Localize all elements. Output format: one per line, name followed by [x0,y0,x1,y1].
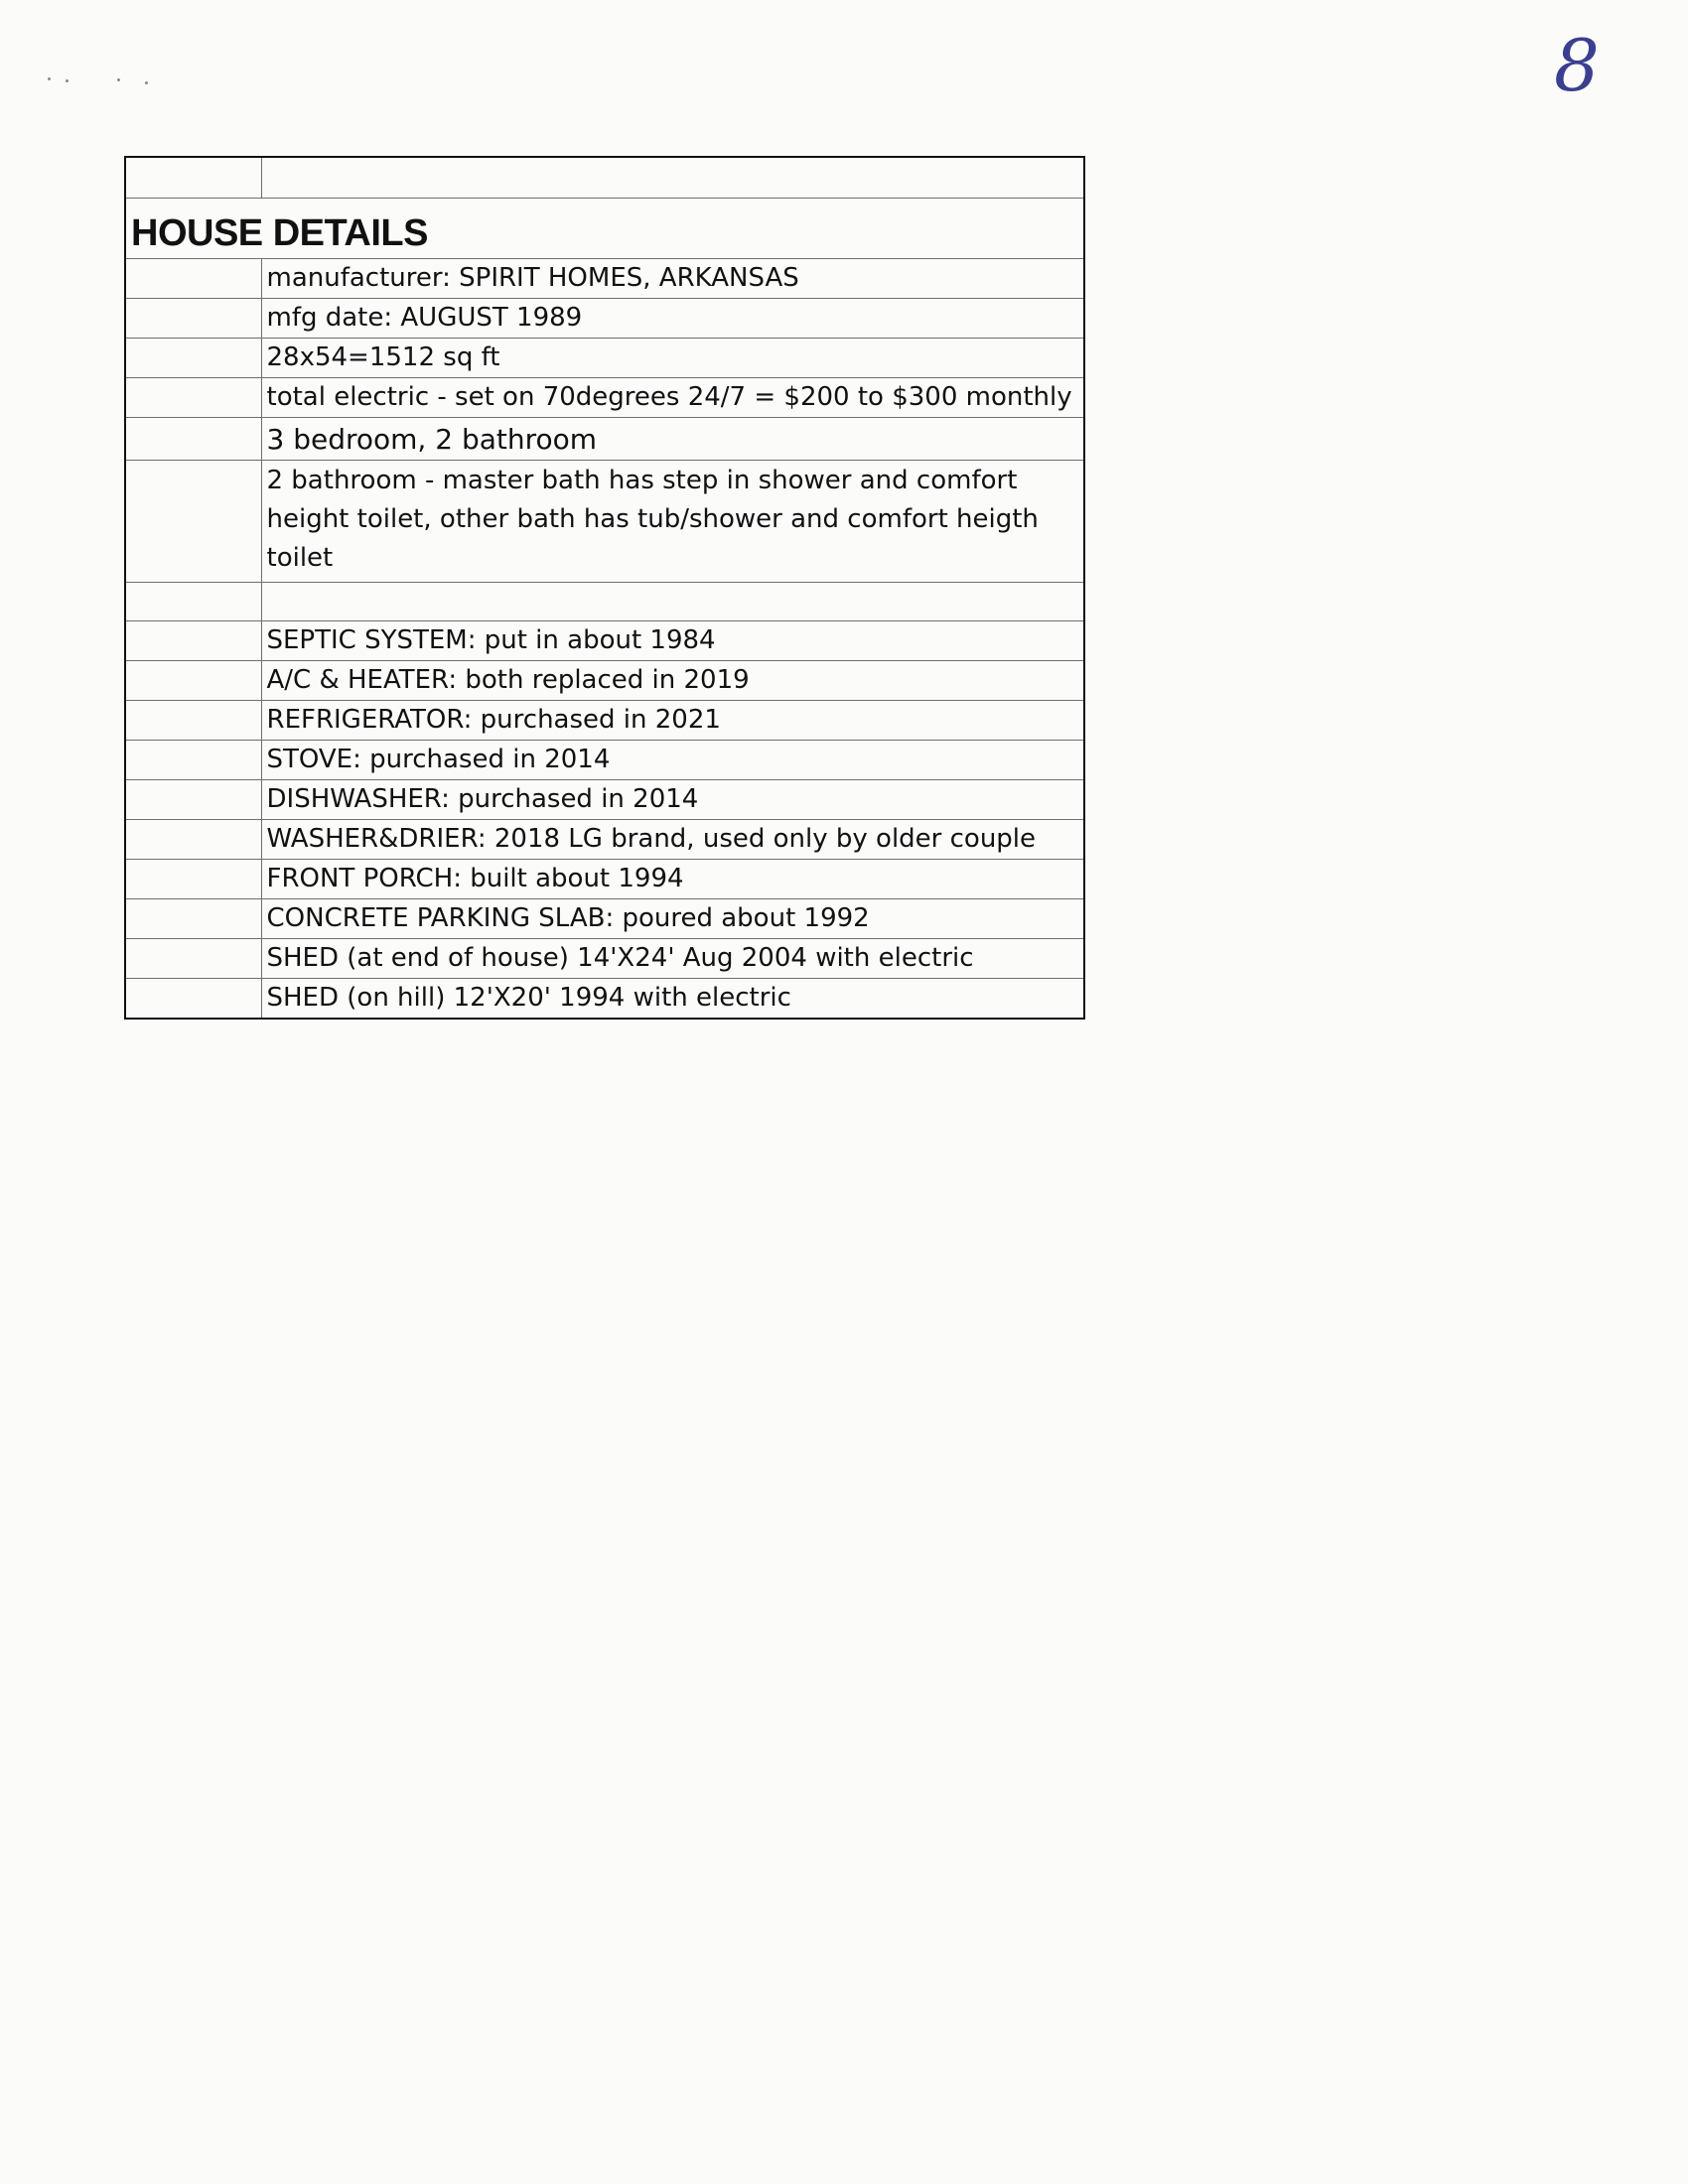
detail-cell: CONCRETE PARKING SLAB: poured about 1992 [261,899,1084,939]
detail-cell: WASHER&DRIER: 2018 LG brand, used only by older couple [261,820,1084,860]
table-cell [125,820,261,860]
detail-cell: 28x54=1512 sq ft [261,339,1084,378]
table-row [125,741,1084,780]
table-row [125,461,1084,583]
detail-cell: SHED (at end of house) 14'X24' Aug 2004 with electric [261,939,1084,979]
detail-cell: 2 bathroom - master bath has step in shower and comfort height toilet, other bath has tub/shower and comfort heigth toilet [261,461,1084,583]
table-row [125,157,1084,199]
table-row [125,979,1084,1020]
house-details-table [124,156,1085,1020]
table-row [125,339,1084,378]
table-cell [125,259,261,299]
scan-speck [145,81,148,84]
detail-cell: SHED (on hill) 12'X20' 1994 with electric [261,979,1084,1020]
table-cell [125,299,261,339]
table-row [125,378,1084,418]
table-cell [125,661,261,701]
table-heading-cell [125,199,1084,259]
table-row [125,259,1084,299]
table-cell [125,378,261,418]
table-cell [125,339,261,378]
table-row [125,661,1084,701]
table-cell [125,157,261,199]
table-cell [125,979,261,1020]
table-cell [125,583,261,621]
table-row [125,860,1084,899]
detail-cell: A/C & HEATER: both replaced in 2019 [261,661,1084,701]
table-row [125,621,1084,661]
detail-cell: DISHWASHER: purchased in 2014 [261,780,1084,820]
table-cell [125,621,261,661]
table-row [125,899,1084,939]
table-row [125,583,1084,621]
table-row [125,701,1084,741]
table-heading-row [125,199,1084,259]
scan-speck [66,79,69,82]
table-cell [125,939,261,979]
table-cell [261,157,1084,199]
detail-cell: REFRIGERATOR: purchased in 2021 [261,701,1084,741]
table-row [125,780,1084,820]
table-title: HOUSE DETAILS [131,212,428,254]
table-row [125,939,1084,979]
table-row [125,418,1084,461]
scan-speck [117,78,120,81]
handwritten-page-number: 8 [1554,24,1600,107]
table-row [125,820,1084,860]
detail-cell: SEPTIC SYSTEM: put in about 1984 [261,621,1084,661]
detail-cell: FRONT PORCH: built about 1994 [261,860,1084,899]
table-cell [125,701,261,741]
detail-cell [261,583,1084,621]
table-cell [125,418,261,461]
detail-cell: total electric - set on 70degrees 24/7 = $200 to $300 monthly [261,378,1084,418]
detail-cell: manufacturer: SPIRIT HOMES, ARKANSAS [261,259,1084,299]
table-row [125,299,1084,339]
table-cell [125,780,261,820]
table-cell [125,899,261,939]
detail-cell: mfg date: AUGUST 1989 [261,299,1084,339]
table-cell [125,741,261,780]
detail-cell: STOVE: purchased in 2014 [261,741,1084,780]
detail-cell: 3 bedroom, 2 bathroom [261,418,1084,461]
table-cell [125,461,261,583]
table-cell [125,860,261,899]
scan-speck [48,77,51,80]
